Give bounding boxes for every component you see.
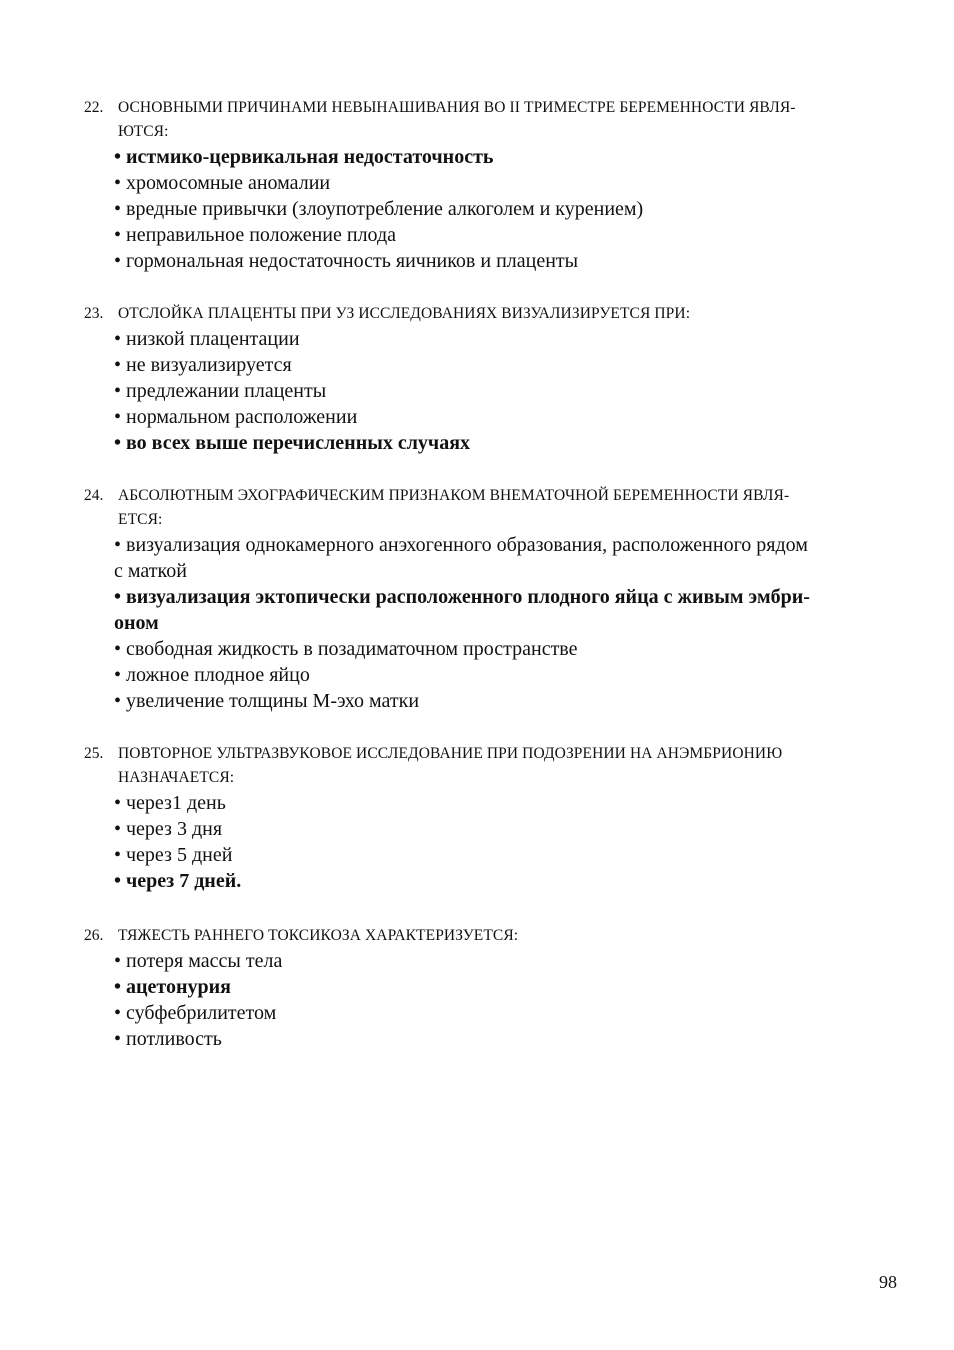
question-header xyxy=(84,742,894,790)
answer-text: во всех выше перечисленных случаях xyxy=(126,432,471,454)
answer-list xyxy=(84,948,894,1052)
question-header xyxy=(84,302,894,326)
answer-text: ацетонурия xyxy=(126,976,231,998)
question-text-line: ЕТСЯ: xyxy=(118,511,163,528)
answer-text: хромосомные аномалии xyxy=(126,172,331,194)
answer-text: не визуализируется xyxy=(126,354,292,376)
answer-item xyxy=(114,326,894,352)
question-text-line: АБСОЛЮТНЫМ ЭХОГРАФИЧЕСКИМ ПРИЗНАКОМ ВНЕМАТОЧНОЙ БЕРЕМЕННОСТИ ЯВЛЯ- xyxy=(118,487,790,504)
bullet: • xyxy=(114,844,122,866)
bullet: • xyxy=(114,664,122,686)
bullet: • xyxy=(114,198,122,220)
answer-item xyxy=(114,222,894,248)
answer-item xyxy=(114,636,894,662)
answer-list xyxy=(84,144,894,274)
answer-item-correct xyxy=(114,430,894,456)
bullet: • xyxy=(114,976,122,998)
answer-item-correct xyxy=(114,584,894,636)
answer-text: потеря массы тела xyxy=(126,950,283,972)
bullet: • xyxy=(114,146,122,168)
bullet: • xyxy=(114,224,122,246)
question-text xyxy=(118,924,894,948)
answer-item xyxy=(114,1000,894,1026)
question-22 xyxy=(84,96,894,274)
answer-item xyxy=(114,662,894,688)
bullet: • xyxy=(114,328,122,350)
bullet: • xyxy=(114,690,122,712)
answer-text: ложное плодное яйцо xyxy=(126,664,310,686)
question-text xyxy=(118,96,894,144)
answer-text: предлежании плаценты xyxy=(126,380,327,402)
answer-text: через 5 дней xyxy=(126,844,233,866)
answer-item-correct xyxy=(114,868,894,894)
answer-item xyxy=(114,170,894,196)
answer-text: увеличение толщины М-эхо матки xyxy=(126,690,420,712)
question-25 xyxy=(84,742,894,894)
answer-list xyxy=(84,790,894,894)
answer-text-continuation: оном xyxy=(114,612,159,634)
bullet: • xyxy=(114,172,122,194)
bullet: • xyxy=(114,586,122,608)
bullet: • xyxy=(114,250,122,272)
answer-text: потливость xyxy=(126,1028,222,1050)
question-23 xyxy=(84,302,894,456)
question-header xyxy=(84,484,894,532)
answer-item xyxy=(114,378,894,404)
bullet: • xyxy=(114,534,122,556)
question-text-line: НАЗНАЧАЕТСЯ: xyxy=(118,769,235,786)
question-number: 23. xyxy=(84,305,104,322)
answer-text: визуализация однокамерного анэхогенного образования, расположенного рядом xyxy=(126,534,808,556)
answer-item xyxy=(114,404,894,430)
question-24 xyxy=(84,484,894,714)
bullet: • xyxy=(114,870,122,892)
answer-item xyxy=(114,1026,894,1052)
question-text xyxy=(118,742,894,790)
question-number: 22. xyxy=(84,99,104,116)
question-text xyxy=(118,302,894,326)
bullet: • xyxy=(114,380,122,402)
answer-list xyxy=(84,326,894,456)
question-number: 25. xyxy=(84,745,104,762)
bullet: • xyxy=(114,950,122,972)
answer-item xyxy=(114,790,894,816)
answer-item xyxy=(114,842,894,868)
answer-item xyxy=(114,816,894,842)
answer-text: вредные привычки (злоупотребление алкоголем и курением) xyxy=(126,198,644,220)
bullet: • xyxy=(114,432,122,454)
bullet: • xyxy=(114,818,122,840)
answer-text: через 7 дней. xyxy=(126,870,242,892)
answer-text: неправильное положение плода xyxy=(126,224,397,246)
question-header xyxy=(84,96,894,144)
answer-item-correct xyxy=(114,974,894,1000)
bullet: • xyxy=(114,1028,122,1050)
question-text-line: ОСНОВНЫМИ ПРИЧИНАМИ НЕВЫНАШИВАНИЯ ВО II ТРИМЕСТРЕ БЕРЕМЕННОСТИ ЯВЛЯ- xyxy=(118,99,796,116)
question-text-line: ТЯЖЕСТЬ РАННЕГО ТОКСИКОЗА ХАРАКТЕРИЗУЕТСЯ: xyxy=(118,927,519,944)
bullet: • xyxy=(114,406,122,428)
answer-text: субфебрилитетом xyxy=(126,1002,277,1024)
answer-item xyxy=(114,352,894,378)
answer-text: нормальном расположении xyxy=(126,406,358,428)
question-header xyxy=(84,924,894,948)
page-number: 98 xyxy=(879,1272,897,1292)
answer-text: низкой плацентации xyxy=(126,328,300,350)
answer-text: визуализация эктопически расположенного плодного яйца с живым эмбри- xyxy=(126,586,810,608)
question-number: 24. xyxy=(84,487,104,504)
answer-item xyxy=(114,688,894,714)
answer-item xyxy=(114,196,894,222)
answer-list xyxy=(84,532,894,714)
question-26 xyxy=(84,924,894,1052)
answer-item xyxy=(114,532,894,584)
bullet: • xyxy=(114,1002,122,1024)
question-text-line: ЮТСЯ: xyxy=(118,123,169,140)
bullet: • xyxy=(114,354,122,376)
answer-text-continuation: с маткой xyxy=(114,560,187,582)
answer-item-correct xyxy=(114,144,894,170)
answer-item xyxy=(114,948,894,974)
answer-text: истмико-цервикальная недостаточность xyxy=(126,146,494,168)
bullet: • xyxy=(114,792,122,814)
bullet: • xyxy=(114,638,122,660)
answer-text: через1 день xyxy=(126,792,226,814)
answer-text: свободная жидкость в позадиматочном пространстве xyxy=(126,638,578,660)
answer-item xyxy=(114,248,894,274)
answer-text: через 3 дня xyxy=(126,818,223,840)
question-text xyxy=(118,484,894,532)
answer-text: гормональная недостаточность яичников и плаценты xyxy=(126,250,579,272)
question-text-line: ПОВТОРНОЕ УЛЬТРАЗВУКОВОЕ ИССЛЕДОВАНИЕ ПРИ ПОДОЗРЕНИИ НА АНЭМБРИОНИЮ xyxy=(118,745,783,762)
question-text-line: ОТСЛОЙКА ПЛАЦЕНТЫ ПРИ УЗ ИССЛЕДОВАНИЯХ ВИЗУАЛИЗИРУЕТСЯ ПРИ: xyxy=(118,305,691,322)
question-number: 26. xyxy=(84,927,104,944)
